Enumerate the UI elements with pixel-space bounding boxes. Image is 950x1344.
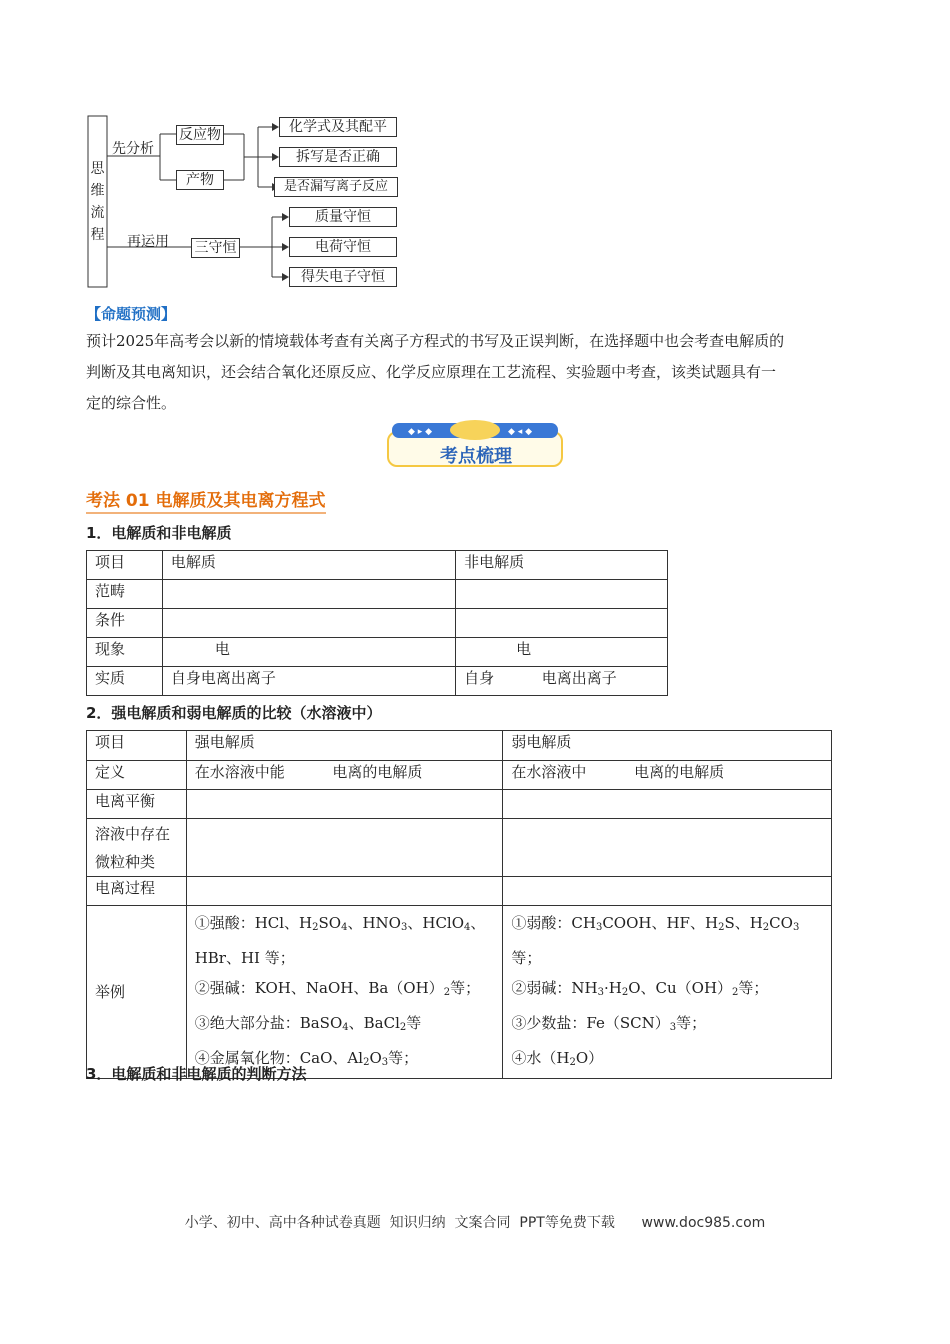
vertical-char: 程 — [90, 227, 105, 243]
banner-label: 考点梳理 — [440, 446, 512, 467]
table-row — [87, 790, 832, 819]
table-cell: 现象 — [87, 638, 163, 667]
table-row — [87, 761, 832, 790]
reactant-box: 反应物 — [176, 125, 224, 145]
table-row — [87, 551, 668, 580]
strong-salt-line: ③绝大部分盐：BaSO$_4$、BaCl$_2$等 — [194, 1014, 422, 1033]
table-cell: 在水溶液中 电离的电解质 — [503, 761, 832, 790]
prediction-line: 预计2025年高考会以新的情境载体考查有关离子方程式的书写及正误判断，在选择题中也会考查电解质的 — [86, 332, 785, 350]
prediction-title: 【命题预测】 — [86, 305, 177, 323]
table-row — [87, 609, 668, 638]
strong-acid-line: ①强酸：HCl、$H_2SO_4$、$HNO_3$、HClO$_4$、 — [194, 914, 486, 933]
table-cell — [503, 819, 832, 877]
table-cell — [503, 877, 832, 906]
table-cell — [162, 609, 455, 638]
strong-examples-cell — [186, 906, 503, 1079]
weak-examples-cell — [503, 906, 832, 1079]
weak-salt-line: ③少数盐：$Fe(SCN)_3$等； — [511, 1014, 707, 1033]
step-analyze-label: 先分析 — [112, 141, 154, 157]
table-cell: 实质 — [87, 667, 163, 696]
vertical-char: 思 — [90, 161, 105, 177]
table-cell: 在水溶液中能 电离的电解质 — [186, 761, 503, 790]
table-row — [87, 819, 832, 877]
table-header: 项目 — [87, 551, 163, 580]
electron-conservation-box: 得失电子守恒 — [289, 267, 397, 287]
product-box: 产物 — [176, 170, 224, 190]
check-missing-box: 是否漏写离子反应 — [274, 177, 398, 197]
table-cell: 举例 — [87, 906, 187, 1079]
table-cell: 电 — [162, 638, 455, 667]
table-cell — [186, 790, 503, 819]
prediction-line: 定的综合性。 — [86, 394, 177, 412]
flowchart-vertical-label — [88, 158, 107, 246]
table-cell: 电离平衡 — [87, 790, 187, 819]
table-cell: 定义 — [87, 761, 187, 790]
weak-water-line: ④水$(H_2O)$ — [511, 1049, 604, 1068]
strong-acid-line2: HBr、HI 等； — [194, 949, 295, 967]
table-cell: 条件 — [87, 609, 163, 638]
table-row — [87, 731, 832, 761]
table-cell — [456, 609, 668, 638]
table-cell: 自身 电离出离子 — [456, 667, 668, 696]
table-row — [87, 877, 832, 906]
section2-title: 2．强电解质和弱电解质的比较（水溶液中） — [86, 704, 382, 722]
table-cell — [87, 819, 187, 877]
table-cell: 电 — [456, 638, 668, 667]
table-cell — [186, 819, 503, 877]
charge-conservation-box: 电荷守恒 — [289, 237, 397, 257]
table-cell — [162, 580, 455, 609]
section3-title: 3．电解质和非电解质的判断方法 — [86, 1065, 307, 1083]
svg-text:◆ ▸ ◆: ◆ ▸ ◆ — [408, 427, 433, 437]
three-conservation-box: 三守恒 — [191, 238, 240, 258]
table-header: 弱电解质 — [503, 731, 832, 761]
table-cell — [456, 580, 668, 609]
table-row — [87, 580, 668, 609]
prediction-text — [86, 326, 866, 419]
table-cell: 电离过程 — [87, 877, 187, 906]
table-cell: 范畴 — [87, 580, 163, 609]
svg-text:◆ ◂ ◆: ◆ ◂ ◆ — [508, 427, 533, 437]
weak-acid-line: ①弱酸：$CH_3COOH$、HF、$H_2S$、$H_2CO_3$ — [511, 914, 800, 933]
species-label-line: 微粒种类 — [95, 853, 156, 871]
strong-base-line: ②强碱：KOH、NaOH、$Ba(OH)_2$等； — [194, 979, 481, 998]
table-header: 非电解质 — [456, 551, 668, 580]
species-label-line: 溶液中存在 — [95, 825, 171, 843]
table-header: 电解质 — [162, 551, 455, 580]
vertical-char: 流 — [90, 205, 105, 221]
mass-conservation-box: 质量守恒 — [289, 207, 397, 227]
table-cell: 自身电离出离子 — [162, 667, 455, 696]
electrolyte-table — [86, 550, 668, 696]
table-cell — [503, 790, 832, 819]
vertical-char: 维 — [90, 183, 105, 199]
strong-weak-table — [86, 730, 832, 1079]
check-formula-box: 化学式及其配平 — [279, 117, 397, 137]
section1-title: 1．电解质和非电解质 — [86, 524, 232, 542]
table-row — [87, 667, 668, 696]
table-row — [87, 638, 668, 667]
page-footer: 小学、初中、高中各种试卷真题 知识归纳 文案合同 PPT等免费下载 www.doc985.com — [184, 1215, 766, 1231]
table-header: 项目 — [87, 731, 187, 761]
step-apply-label: 再运用 — [127, 234, 169, 250]
table-header: 强电解质 — [186, 731, 503, 761]
check-split-box: 拆写是否正确 — [279, 147, 397, 167]
weak-acid-line2: 等； — [511, 949, 542, 967]
prediction-line: 判断及其电离知识，还会结合氧化还原反应、化学反应原理在工艺流程、实验题中考查，该类试题具有一 — [86, 363, 777, 381]
table-cell — [186, 877, 503, 906]
table-row — [87, 906, 832, 1079]
method-title: 考法 01 电解质及其电离方程式 — [86, 486, 326, 514]
strong-oxide-line: ④金属氧化物：CaO、$Al_2O_3$等； — [194, 1049, 419, 1068]
weak-base-line: ②弱碱：$NH_3\cdot H_2O$、$Cu(OH)_2$等； — [511, 979, 769, 998]
